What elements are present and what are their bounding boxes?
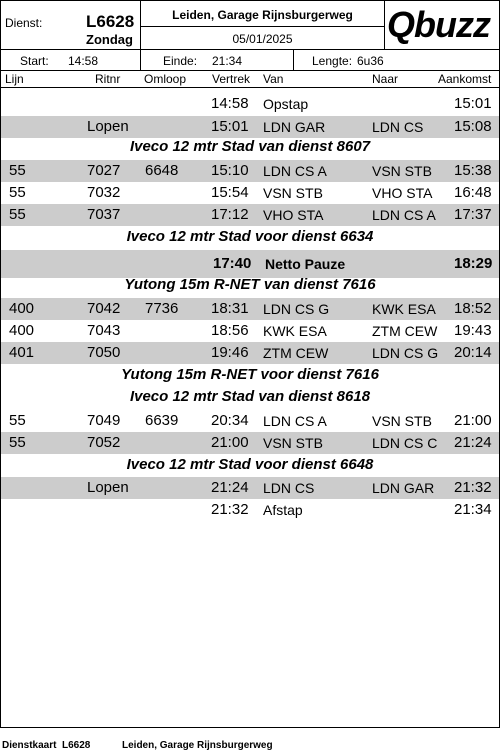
aankomst-cell: 18:52 [454, 300, 492, 317]
lijn-cell: 55 [9, 162, 26, 179]
vertrek-cell: 21:00 [211, 434, 249, 451]
vehicle-title: Iveco 12 mtr Stad voor dienst 6648 [126, 456, 374, 473]
table-row [1, 160, 499, 182]
vertrek-cell: 18:31 [211, 300, 249, 317]
ritnr-cell: 7027 [87, 162, 121, 179]
van-cell: KWK ESA [263, 323, 327, 339]
vehicle-title: Yutong 15m R-NET voor dienst 7616 [121, 366, 379, 383]
start-label: Start: [20, 54, 49, 68]
naar-cell: VSN STB [372, 413, 432, 429]
lijn-cell: 401 [9, 344, 35, 361]
lijn-cell: 400 [9, 322, 35, 339]
col-ritnr: Ritnr [95, 72, 121, 86]
vehicle-title: Iveco 12 mtr Stad van dienst 8607 [129, 138, 371, 155]
table-row [1, 410, 499, 432]
col-vertrek: Vertrek [212, 72, 251, 86]
van-cell: LDN GAR [263, 119, 326, 135]
ritnr-cell: 7050 [87, 344, 121, 361]
pause-end: 18:29 [454, 255, 493, 272]
vehicle-title: Iveco 12 mtr Stad voor dienst 6634 [126, 228, 374, 245]
pause-row [1, 250, 499, 278]
vertrek-cell: 15:01 [211, 118, 249, 135]
table-row [1, 93, 499, 115]
ritnr-cell: Lopen [87, 479, 129, 496]
table-row [1, 499, 499, 521]
table-row [1, 182, 499, 204]
col-van: Van [263, 72, 284, 86]
van-cell: ZTM CEW [263, 345, 329, 361]
col-aankomst: Aankomst [438, 72, 492, 86]
lijn-cell: 55 [9, 434, 26, 451]
naar-cell: ZTM CEW [372, 323, 438, 339]
footer-location: Leiden, Garage Rijnsburgerweg [122, 740, 273, 751]
lijn-cell: 400 [9, 300, 35, 317]
naar-cell: LDN GAR [372, 480, 435, 496]
vehicle-title: Yutong 15m R-NET van dienst 7616 [124, 276, 376, 293]
van-cell: VHO STA [263, 207, 324, 223]
ritnr-cell: 7049 [87, 412, 121, 429]
vertrek-cell: 21:32 [211, 501, 249, 518]
time-summary [0, 50, 500, 71]
ritnr-cell: 7043 [87, 322, 121, 339]
aankomst-cell: 21:34 [454, 501, 492, 518]
qbuzz-logo: Qbuzz [387, 4, 490, 45]
vehicle-title: Iveco 12 mtr Stad van dienst 8618 [129, 388, 371, 405]
naar-cell: LDN CS G [372, 345, 439, 361]
aankomst-cell: 21:32 [454, 479, 492, 496]
vertrek-cell: 19:46 [211, 344, 249, 361]
pause-label: Netto Pauze [265, 256, 346, 272]
omloop-cell: 6648 [145, 162, 179, 179]
aankomst-cell: 21:00 [454, 412, 492, 429]
aankomst-cell: 15:08 [454, 118, 492, 135]
vertrek-cell: 15:10 [211, 162, 249, 179]
aankomst-cell: 20:14 [454, 344, 492, 361]
table-row [1, 204, 499, 226]
table-row [1, 477, 499, 499]
naar-cell: LDN CS A [372, 207, 436, 223]
ritnr-cell: 7052 [87, 434, 121, 451]
vertrek-cell: 17:12 [211, 206, 249, 223]
pause-start: 17:40 [213, 255, 252, 272]
aankomst-cell: 16:48 [454, 184, 492, 201]
naar-cell: VSN STB [372, 163, 432, 179]
naar-cell: LDN CS C [372, 435, 438, 451]
service-date: 05/01/2025 [232, 32, 293, 46]
end-time: 21:34 [212, 54, 243, 68]
day-name: Zondag [86, 32, 133, 47]
footer-label: Dienstkaart [2, 740, 57, 751]
aankomst-cell: 15:38 [454, 162, 492, 179]
col-omloop: Omloop [144, 72, 187, 86]
dienst-label: Dienst: [5, 16, 43, 30]
dienst-number: L6628 [86, 12, 135, 31]
van-cell: VSN STB [263, 185, 323, 201]
ritnr-cell: 7037 [87, 206, 121, 223]
table-row [1, 320, 499, 342]
aankomst-cell: 15:01 [454, 95, 492, 112]
van-cell: VSN STB [263, 435, 323, 451]
ritnr-cell: Lopen [87, 118, 129, 135]
vertrek-cell: 18:56 [211, 322, 249, 339]
vertrek-cell: 15:54 [211, 184, 249, 201]
vertrek-cell: 20:34 [211, 412, 249, 429]
van-cell: LDN CS G [263, 301, 330, 317]
header [0, 0, 500, 50]
col-naar: Naar [372, 72, 399, 86]
col-lijn: Lijn [5, 72, 24, 86]
van-cell: LDN CS A [263, 163, 327, 179]
table-row [1, 432, 499, 454]
van-cell: LDN CS A [263, 413, 327, 429]
table-row [1, 116, 499, 138]
footer-dienst: L6628 [62, 740, 91, 751]
length-value: 6u36 [357, 54, 384, 68]
end-label: Einde: [163, 54, 198, 68]
aankomst-cell: 19:43 [454, 322, 492, 339]
van-cell: Opstap [263, 96, 309, 112]
length-label: Lengte: [312, 54, 353, 68]
aankomst-cell: 17:37 [454, 206, 492, 223]
van-cell: LDN CS [263, 480, 315, 496]
lijn-cell: 55 [9, 412, 26, 429]
start-time: 14:58 [68, 54, 99, 68]
ritnr-cell: 7042 [87, 300, 121, 317]
ritnr-cell: 7032 [87, 184, 121, 201]
omloop-cell: 6639 [145, 412, 179, 429]
vertrek-cell: 14:58 [211, 95, 249, 112]
van-cell: Afstap [263, 502, 303, 518]
lijn-cell: 55 [9, 184, 26, 201]
naar-cell: KWK ESA [372, 301, 436, 317]
column-header-row [1, 70, 499, 88]
naar-cell: LDN CS [372, 119, 424, 135]
table-row [1, 298, 499, 320]
vertrek-cell: 21:24 [211, 479, 249, 496]
naar-cell: VHO STA [372, 185, 433, 201]
table-row [1, 342, 499, 364]
location-name: Leiden, Garage Rijnsburgerweg [172, 8, 353, 22]
omloop-cell: 7736 [145, 300, 179, 317]
aankomst-cell: 21:24 [454, 434, 492, 451]
lijn-cell: 55 [9, 206, 26, 223]
